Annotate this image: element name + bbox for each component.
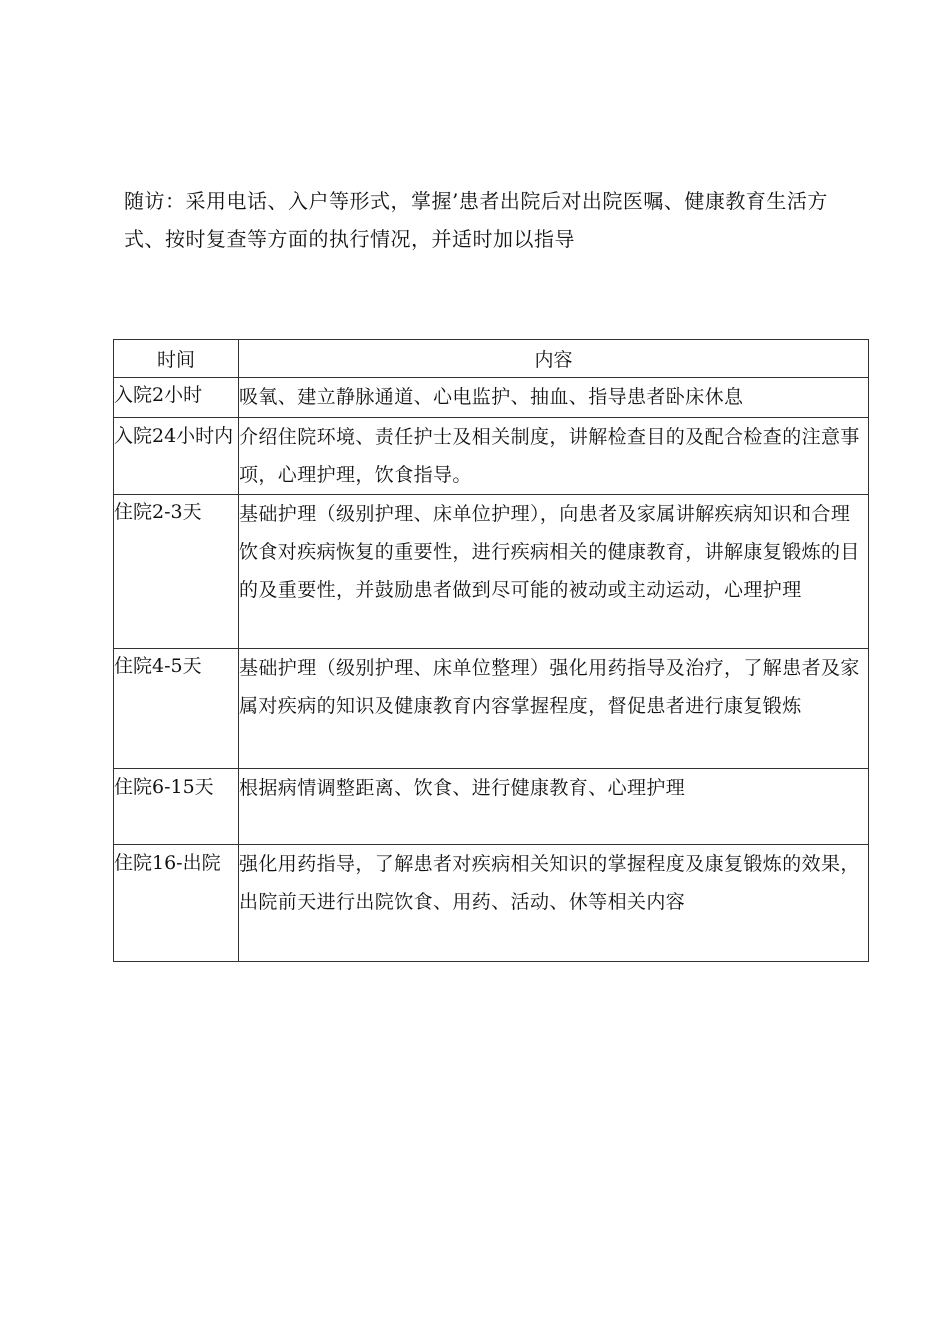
intro-paragraph: 随访：采用电话、入户等形式，掌握’患者出院后对出院医嘱、健康教育生活方式、按时复查等方面的执行情况，并适时加以指导 (124, 189, 828, 251)
row-time-cell: 住院16-出院 (114, 845, 239, 962)
row-time-cell (114, 378, 239, 418)
row-time-cell: 住院6-15天 (114, 769, 239, 845)
row-content-cell: 介绍住院环境、责任护士及相关制度，讲解检查目的及配合检查的注意事项，心理护理，饮食指导。 (239, 418, 869, 495)
row-time-text: 入院2小时 (114, 384, 203, 406)
header-time: 时间 (114, 340, 239, 378)
row-content-cell: 强化用药指导，了解患者对疾病相关知识的掌握程度及康复锻炼的效果，出院前天进行出院饮食、用药、活动、休等相关内容 (239, 845, 869, 962)
table-row (114, 845, 869, 962)
header-content: 内容 (239, 340, 869, 378)
nursing-schedule-table (113, 339, 869, 962)
row-content-cell: 根据病情调整距离、饮食、进行健康教育、心理护理 (239, 769, 869, 845)
row-time-cell: 住院2-3天 (114, 495, 239, 649)
table-row (114, 495, 869, 649)
row-content-cell: 基础护理（级别护理、床单位护理），向患者及家属讲解疾病知识和合理饮食对疾病恢复的重要性，进行疾病相关的健康教育，讲解康复锻炼的目的及重要性，并鼓励患者做到尽可能的被动或主动运动，心理护理 (239, 495, 869, 649)
row-content-cell: 基础护理（级别护理、床单位整理）强化用药指导及治疗，了解患者及家属对疾病的知识及健康教育内容掌握程度，督促患者进行康复锻炼 (239, 649, 869, 769)
row-time-cell: 入院24小时内 (114, 418, 239, 495)
row-content-cell: 吸氧、建立静脉通道、心电监护、抽血、指导患者卧床休息 (239, 378, 869, 418)
table-row (114, 418, 869, 495)
table-header-row (114, 340, 869, 378)
table-row (114, 649, 869, 769)
table-row (114, 378, 869, 418)
table-row (114, 769, 869, 845)
row-time-cell: 住院4-5天 (114, 649, 239, 769)
